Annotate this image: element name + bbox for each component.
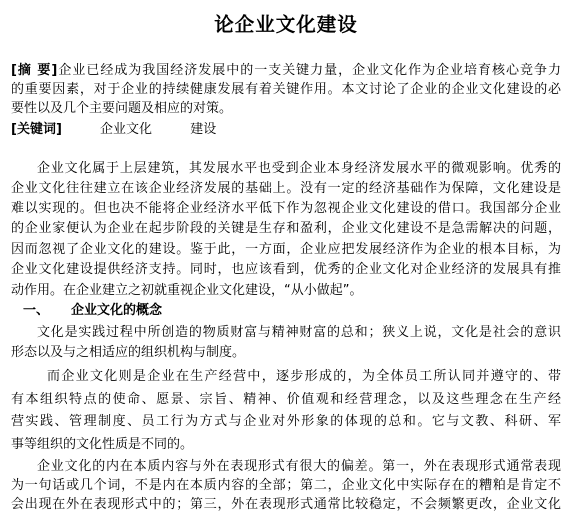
abstract-label: [摘 要] xyxy=(11,63,58,78)
keywords-label: [关键词] xyxy=(11,122,62,137)
para2-line-1: 而企业文化则是企业在生产经营中，逐步形成的，为全体员工所认同并遵守的、带 xyxy=(47,369,561,384)
para3-line-2: 为一句话或几个词，不是内在本质内容的全部；第二，企业文化中实际存在的糟粕是肯定不 xyxy=(11,478,561,493)
para3-line-1: 企业文化的内在本质内容与外在表现形式有很大的偏差。第一，外在表现形式通常表现 xyxy=(37,459,561,474)
keyword-item: 建设 xyxy=(190,122,217,137)
para2-line-4: 事等组织的文化性质是不同的。 xyxy=(11,437,194,452)
keyword-item: 企业文化 xyxy=(100,122,153,137)
para3-line-3: 会出现在外在表现形式中的；第三，外在表现形式通常比较稳定，不会频繁更改，企业文化 xyxy=(11,497,561,512)
para2-line-2: 有本组织特点的使命、愿景、宗旨、精神、价值观和经营理念，以及这些理念在生产经 xyxy=(11,392,561,407)
abstract-line-2: 的重要因素，对于企业的持续健康发展有着关键作用。本文讨论了企业的企业文化建设的必 xyxy=(11,82,561,97)
intro-line-3: 难以实现的。但也决不能将企业经济水平低下作为忽视企业文化建设的借口。我国部分企业 xyxy=(11,201,561,216)
section-title: 企业文化的概念 xyxy=(71,303,163,318)
intro-line-4: 的企业家便认为企业在起步阶段的关键是生存和盈利，企业文化建设不是急需解决的问题， xyxy=(11,221,561,236)
abstract-text-1: 企业已经成为我国经济发展中的一支关键力量，企业文化作为企业培育核心竞争力 xyxy=(57,63,561,78)
abstract-line-3: 要性以及几个主要问题及相应的对策。 xyxy=(11,101,233,116)
para1-line-2: 形态以及与之相适应的组织机构与制度。 xyxy=(11,345,246,360)
intro-line-1: 企业文化属于上层建筑，其发展水平也受到企业本身经济发展水平的微观影响。优秀的 xyxy=(37,161,561,176)
intro-line-6: 企业文化建设提供经济支持。同时，也应该看到，优秀的企业文化对企业经济的发展具有推 xyxy=(11,262,561,277)
section-heading xyxy=(23,303,162,319)
intro-line-5: 因而忽视了企业文化的建设。鉴于此，一方面，企业应把发展经济作为企业的根本目标，为 xyxy=(11,242,561,257)
intro-line-2: 企业文化往往建立在该企业经济发展的基础上。没有一定的经济基础作为保障，文化建设是 xyxy=(11,181,561,196)
document-title: 论企业文化建设 xyxy=(214,13,358,36)
keywords-line xyxy=(11,122,216,138)
para2-line-3: 营实践、管理制度、员工行为方式与企业对外形象的体现的总和。它与文教、科研、军 xyxy=(11,414,561,429)
para1-line-1: 文化是实践过程中所创造的物质财富与精神财富的总和；狭义上说，文化是社会的意识 xyxy=(37,325,561,340)
section-number: 一、 xyxy=(23,303,50,318)
intro-line-7: 动作用。在企业建立之初就重视企业文化建设，“从小做起”。 xyxy=(11,283,363,298)
abstract-line-1 xyxy=(11,63,561,79)
